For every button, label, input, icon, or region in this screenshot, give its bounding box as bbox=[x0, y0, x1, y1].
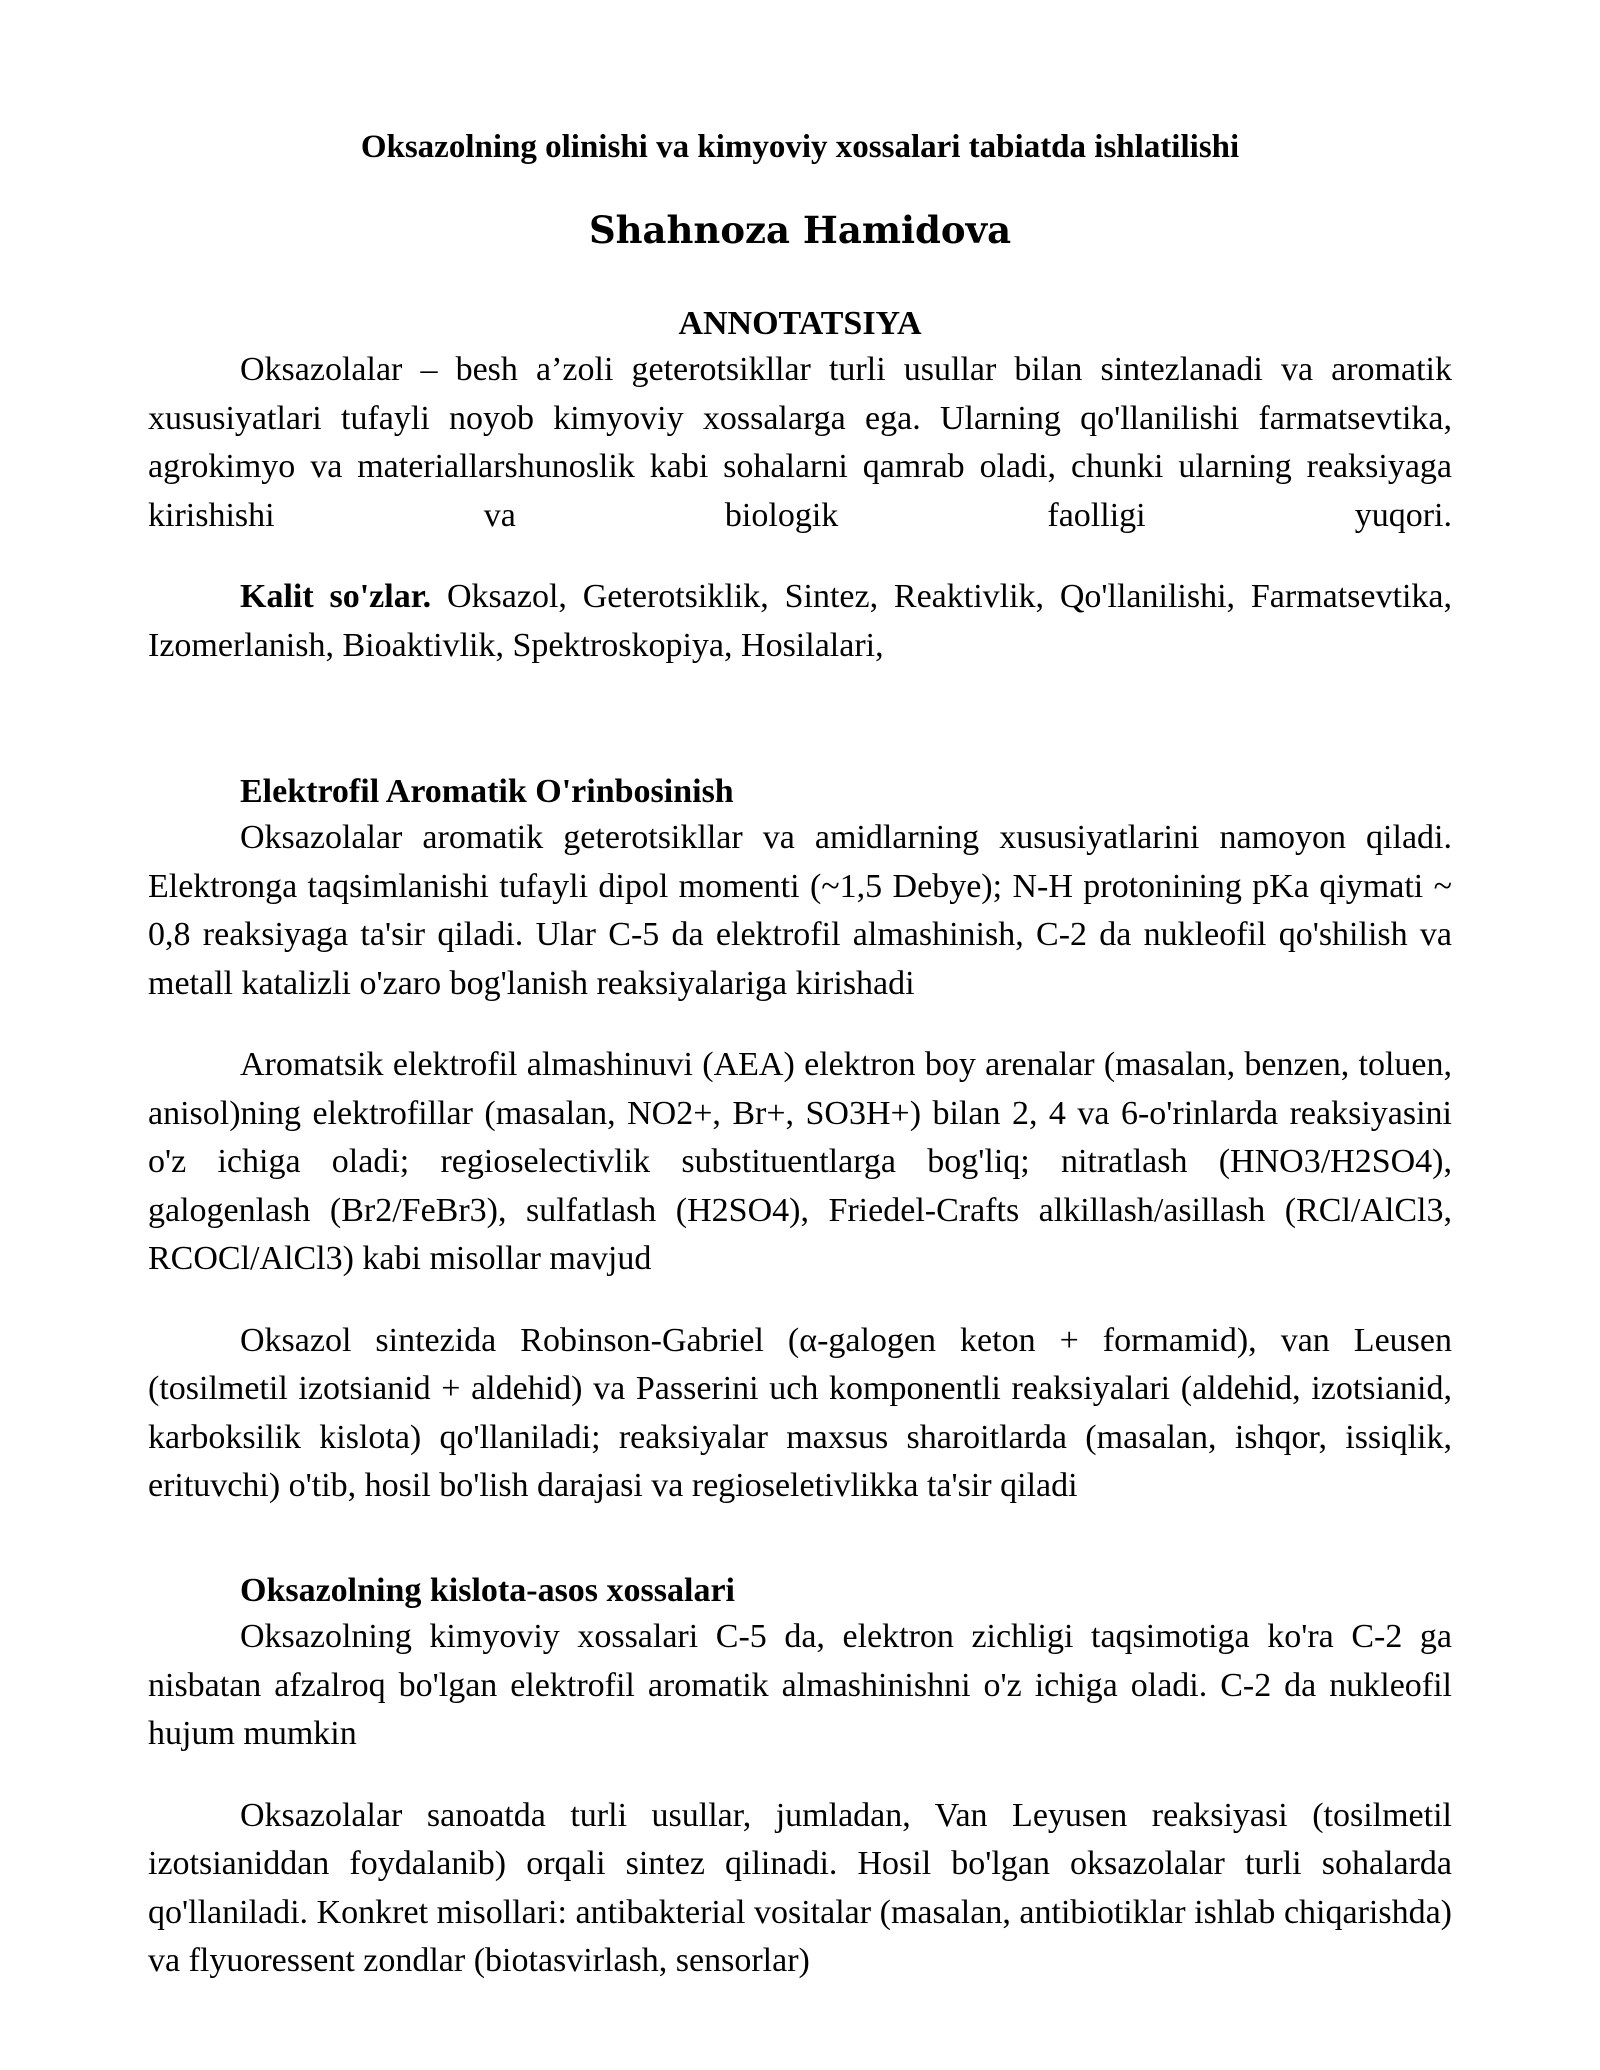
paragraph: Aromatsik elektrofil almashinuvi (AEA) elektron boy arenalar (masalan, benzen, toluen, anisol)ning elektrofillar (masalan, NO2+, Br+, SO3H+) bilan 2, 4 va 6-o'rinlarda reaksiyasini o'z ichiga oladi; regioselectivlik substituentlarga bog'liq; nitratlash (HNO3/H2SO4), galogenlash (Br2/FeBr3), sulfatlash (H2SO4), Friedel-Crafts alkillash/asillash (RCl/AlCl3, RCOCl/AlCl3) kabi misollar mavjud bbox=[148, 1046, 1452, 1278]
paper-title: Oksazolning olinishi va kimyoviy xossalari tabiatda ishlatilishi bbox=[360, 129, 1240, 165]
document-page bbox=[148, 128, 1452, 1986]
section-heading-electrophilic: Elektrofil Aromatik O'rinbosinish bbox=[240, 773, 734, 811]
paragraph: Oksazolalar aromatik geterotsikllar va amidlarning xususiyatlarini namoyon qiladi. Elektronga taqsimlanishi tufayli dipol momenti (~1,5 Debye); N-H protonining pKa qiymati ~ 0,8 reaksiyaga ta'sir qiladi. Ular C-5 da elektrofil almashinish, C-2 da nukleofil qo'shilish va metall katalizli o'zaro bog'lanish reaksiyalariga kirishadi bbox=[148, 819, 1452, 1002]
keywords-paragraph bbox=[148, 573, 1452, 670]
keywords-label: Kalit so'zlar. bbox=[240, 578, 432, 616]
section-heading-acid-base: Oksazolning kislota-asos xossalari bbox=[240, 1571, 735, 1609]
author-name: Shahnoza Hamidova bbox=[588, 207, 1012, 252]
paragraph: Oksazol sintezida Robinson-Gabriel (α-galogen keton + formamid), van Leusen (tosilmetil izotsianid + aldehid) va Passerini uch komponentli reaksiyalari (aldehid, izotsianid, karboksilik kislota) qo'llaniladi; reaksiyalar maxsus sharoitlarda (masalan, ishqor, issiqlik, erituvchi) o'tib, hosil bo'lish darajasi va regioseletivlikka ta'sir qiladi bbox=[148, 1321, 1452, 1505]
abstract-heading: ANNOTATSIYA bbox=[678, 304, 922, 342]
keywords-list: Oksazol, Geterotsiklik, Sintez, Reaktivlik, Qo'llanilishi, Farmatsevtika, Izomerlanish, Bioaktivlik, Spektroskopiya, Hosilalari, bbox=[148, 578, 1452, 664]
paragraph: Oksazolning kimyoviy xossalari C-5 da, elektron zichligi taqsimotiga ko'ra C-2 ga nisbatan afzalroq bo'lgan elektrofil aromatik almashinishni o'z ichiga oladi. C-2 da nukleofil hujum mumkin bbox=[148, 1618, 1452, 1753]
abstract-text: Oksazolalar – besh a’zoli geterotsikllar turli usullar bilan sintezlanadi va aromatik xususiyatlari tufayli noyob kimyoviy xossalarga ega. Ularning qo'llanilishi farmatsevtika, agrokimyo va materiallarshunoslik kabi sohalarni qamrab oladi, chunki ularning reaksiyaga kirishishi va biologik faolligi yuqori. bbox=[148, 351, 1452, 534]
paragraph: Oksazolalar sanoatda turli usullar, jumladan, Van Leyusen reaksiyasi (tosilmetil izotsianiddan foydalanib) orqali sintez qilinadi. Hosil bo'lgan oksazolalar turli sohalarda qo'llaniladi. Konkret misollari: antibakterial vositalar (masalan, antibiotiklar ishlab chiqarishda) va flyuoressent zondlar (biotasvirlash, sensorlar) bbox=[148, 1796, 1452, 1980]
